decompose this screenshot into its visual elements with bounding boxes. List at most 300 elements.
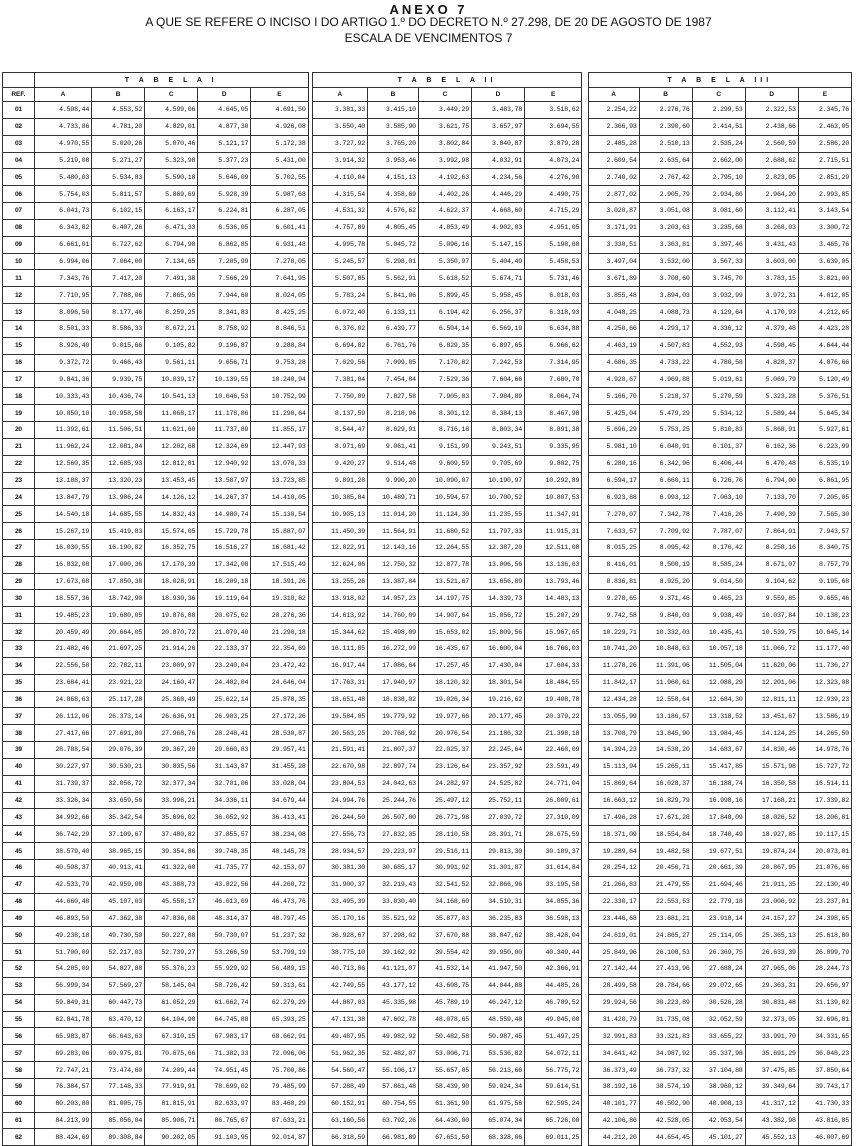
salary-value-cell: 16.188,74 [692,775,745,792]
salary-value-cell: 7.864,91 [745,523,798,540]
annex-subtitle: A QUE SE REFERE O INCISO I DO ARTIGO 1.º DO DECRETO N.º 27.298, DE 20 DE AGOSTO DE 1987 [145,15,712,29]
salary-value-cell: 48.314,37 [198,910,251,927]
salary-value-cell: 18.206,81 [798,809,851,826]
salary-value-cell: 10.958,58 [92,405,145,422]
salary-value-cell: 6.406,44 [692,455,745,472]
table-row [3,152,852,169]
salary-value-cell: 46.247,12 [471,994,524,1011]
salary-value-cell: 24.619,01 [588,927,639,944]
salary-value-cell: 6.862,85 [198,236,251,253]
salary-value-cell: 15.056,72 [471,607,524,624]
salary-value-cell: 55.376,23 [145,961,198,978]
salary-value-cell: 32.866,96 [471,876,524,893]
salary-value-cell: 8.176,42 [692,539,745,556]
salary-value-cell: 2.715,51 [798,152,851,169]
salary-value-cell: 32.991,83 [588,1028,639,1045]
salary-value-cell: 3.567,33 [692,253,745,270]
salary-value-cell: 9.753,28 [251,354,308,371]
salary-value-cell: 26.373,14 [92,708,145,725]
salary-value-cell: 17.848,09 [692,809,745,826]
salary-value-cell: 4.553,52 [92,102,145,119]
salary-value-cell: 19.677,51 [692,843,745,860]
salary-value-cell: 4.463,19 [588,337,639,354]
salary-value-cell: 40.101,77 [588,1095,639,1112]
salary-value-cell: 7.278,05 [251,253,308,270]
salary-value-cell: 19.485,23 [34,607,91,624]
salary-value-cell: 27.691,80 [92,725,145,742]
salary-value-cell: 4.876,66 [798,354,851,371]
salary-value-cell: 44.044,88 [471,977,524,994]
salary-value-cell: 23.357,92 [471,758,524,775]
salary-value-cell: 32.377,34 [145,775,198,792]
grade-header-iii-a: A [588,88,639,102]
salary-value-cell: 6.040,91 [639,438,692,455]
salary-value-cell: 18.391,26 [251,573,308,590]
salary-value-cell: 6.994,06 [34,253,91,270]
salary-value-cell: 5.783,24 [312,287,367,304]
table-row [3,203,852,220]
salary-value-cell: 5.120,49 [798,371,851,388]
salary-value-cell: 12.022,91 [312,539,367,556]
salary-value-cell: 5.070,46 [145,135,198,152]
salary-value-cell: 3.449,29 [418,102,471,119]
table-row [3,1011,852,1028]
salary-value-cell: 16.435,67 [418,641,471,658]
salary-value-cell: 53.536,82 [471,1045,524,1062]
salary-value-cell: 8.891,38 [525,422,582,439]
salary-value-cell: 8.416,01 [588,556,639,573]
salary-value-cell: 4.644,44 [798,337,851,354]
salary-value-cell: 42.953,54 [692,1112,745,1129]
salary-value-cell: 13.387,84 [367,573,418,590]
salary-value-cell: 12.387,20 [471,539,524,556]
salary-value-cell: 2.688,62 [745,152,798,169]
salary-value-cell: 10.646,53 [198,388,251,405]
salary-value-cell: 9.465,23 [692,590,745,607]
salary-value-cell: 3.363,81 [639,236,692,253]
ref-cell: 21 [3,438,35,455]
table-row [3,708,852,725]
salary-value-cell: 61.361,90 [418,1095,471,1112]
salary-value-cell: 17.940,97 [367,674,418,691]
table-row [3,556,852,573]
salary-value-cell: 4.877,30 [198,118,251,135]
salary-value-cell: 33.659,56 [92,792,145,809]
salary-value-cell: 5.869,69 [145,186,198,203]
salary-value-cell: 45.107,03 [92,893,145,910]
salary-value-cell: 28.784,66 [639,977,692,994]
salary-value-cell: 15.113,94 [588,758,639,775]
salary-value-cell: 12.560,35 [34,455,91,472]
salary-value-cell: 48.078,65 [418,1011,471,1028]
salary-value-cell: 5.172,38 [251,135,308,152]
salary-value-cell: 3.894,03 [639,287,692,304]
salary-value-cell: 43.382,98 [745,1112,798,1129]
salary-value-cell: 44.485,26 [525,977,582,994]
table-row [3,624,852,641]
salary-value-cell: 3.051,08 [639,203,692,220]
salary-value-cell: 51.700,09 [34,944,91,961]
salary-value-cell: 24.868,63 [34,691,91,708]
salary-value-cell: 13.656,89 [471,573,524,590]
salary-value-cell: 25.368,49 [145,691,198,708]
salary-value-cell: 11.915,31 [525,523,582,540]
salary-value-cell: 16.681,42 [251,539,308,556]
salary-value-cell: 3.972,31 [745,287,798,304]
salary-value-cell: 13.723,85 [251,472,308,489]
table-row [3,1129,852,1146]
salary-value-cell: 9.705,69 [471,455,524,472]
salary-value-cell: 10.645,14 [798,624,851,641]
salary-value-cell: 6.794,90 [145,236,198,253]
salary-value-cell: 32.696,81 [798,1011,851,1028]
ref-cell: 20 [3,422,35,439]
salary-value-cell: 40.908,13 [692,1095,745,1112]
table-row [3,826,852,843]
salary-value-cell: 62.595,24 [525,1095,582,1112]
salary-value-cell: 3.203,63 [639,219,692,236]
salary-value-cell: 10.090,07 [418,472,471,489]
salary-value-cell: 3.381,33 [312,102,367,119]
salary-value-cell: 30.227,97 [34,758,91,775]
salary-value-cell: 33.996,21 [145,792,198,809]
salary-value-cell: 50.482,58 [418,1028,471,1045]
salary-value-cell: 7.134,65 [145,253,198,270]
salary-value-cell: 23.684,41 [34,674,91,691]
salary-value-cell: 6.133,11 [367,304,418,321]
salary-value-cell: 13.055,99 [588,708,639,725]
grade-header-ii-d: D [471,88,524,102]
salary-value-cell: 39.349,64 [745,1078,798,1095]
salary-value-cell: 29.924,56 [588,994,639,1011]
salary-value-cell: 5.020,26 [92,135,145,152]
salary-value-cell: 14.980,74 [198,506,251,523]
salary-value-cell: 4.250,66 [588,320,639,337]
salary-value-cell: 47.131,38 [312,1011,367,1028]
salary-value-cell: 8.803,34 [471,422,524,439]
ref-cell: 52 [3,961,35,978]
salary-value-cell: 9.561,11 [145,354,198,371]
salary-value-cell: 11.960,61 [639,674,692,691]
table-row [3,405,852,422]
salary-value-cell: 54.827,88 [92,961,145,978]
salary-value-cell: 17.673,68 [34,573,91,590]
salary-value-cell: 5.674,71 [471,270,524,287]
salary-value-cell: 13.136,63 [525,556,582,573]
salary-value-cell: 7.944,60 [198,287,251,304]
salary-value-cell: 2.485,28 [588,135,639,152]
salary-value-cell: 69.283,06 [34,1045,91,1062]
salary-value-cell: 5.198,60 [525,236,582,253]
salary-value-cell: 11.855,17 [251,422,308,439]
salary-value-cell: 4.598,45 [745,337,798,354]
salary-value-cell: 22.779,18 [692,893,745,910]
salary-value-cell: 3.143,54 [798,203,851,220]
salary-value-cell: 15.571,98 [745,758,798,775]
table-row [3,1112,852,1129]
salary-value-cell: 15.727,72 [798,758,851,775]
salary-value-cell: 18.557,36 [34,590,91,607]
salary-value-cell: 6.407,26 [92,219,145,236]
ref-cell: 25 [3,506,35,523]
salary-value-cell: 88.424,69 [34,1129,91,1146]
table-row [3,102,852,119]
salary-value-cell: 59.313,61 [251,977,308,994]
salary-value-cell: 19.680,05 [92,607,145,624]
salary-value-cell: 9.061,41 [367,438,418,455]
salary-value-cell: 8.846,51 [251,320,308,337]
salary-value-cell: 5.507,85 [312,270,367,287]
salary-value-cell: 50.227,88 [145,927,198,944]
salary-value-cell: 34.336,11 [198,792,251,809]
salary-value-cell: 4.379,48 [745,320,798,337]
salary-value-cell: 33.195,58 [525,876,582,893]
salary-value-cell: 4.151,13 [367,169,418,186]
salary-value-cell: 9.015,66 [92,337,145,354]
salary-value-cell: 4.902,03 [471,219,524,236]
salary-value-cell: 14.685,55 [92,506,145,523]
salary-value-cell: 35.521,92 [367,910,418,927]
salary-value-cell: 5.534,12 [692,405,745,422]
salary-value-cell: 81.005,75 [92,1095,145,1112]
salary-value-cell: 14.483,13 [525,590,582,607]
salary-value-cell: 6.342,96 [639,455,692,472]
table-row [3,253,852,270]
salary-value-cell: 8.671,07 [745,556,798,573]
salary-value-cell: 9.841,36 [34,371,91,388]
salary-value-cell: 2.767,42 [639,169,692,186]
salary-value-cell: 17.671,28 [639,809,692,826]
salary-value-cell: 13.793,46 [525,573,582,590]
salary-value-cell: 11.842,17 [588,674,639,691]
salary-value-cell: 11.564,91 [367,523,418,540]
table-row [3,1095,852,1112]
salary-value-cell: 19.289,64 [588,843,639,860]
salary-value-cell: 48.559,48 [471,1011,524,1028]
salary-value-cell: 38.428,04 [525,927,582,944]
salary-value-cell: 43.177,12 [367,977,418,994]
salary-value-cell: 4.781,20 [92,118,145,135]
salary-value-cell: 31.900,37 [312,876,367,893]
salary-value-cell: 37.109,67 [92,826,145,843]
salary-value-cell: 34.992,66 [34,809,91,826]
salary-value-cell: 21.482,46 [34,641,91,658]
ref-cell: 61 [3,1112,35,1129]
ref-cell: 41 [3,775,35,792]
salary-value-cell: 4.805,45 [367,219,418,236]
salary-value-cell: 30.991,92 [418,859,471,876]
salary-value-cell: 15.887,07 [251,523,308,540]
salary-value-cell: 2.635,64 [639,152,692,169]
salary-value-cell: 17.257,45 [418,657,471,674]
salary-value-cell: 8.341,83 [198,304,251,321]
salary-value-cell: 21.694,46 [692,876,745,893]
salary-value-cell: 19.408,78 [525,691,582,708]
salary-value-cell: 27.556,73 [312,826,367,843]
salary-value-cell: 17.430,04 [471,657,524,674]
salary-value-cell: 4.073,24 [525,152,582,169]
salary-value-cell: 22.330,17 [588,893,639,910]
ref-cell: 22 [3,455,35,472]
salary-value-cell: 2.345,76 [798,102,851,119]
salary-value-cell: 7.943,57 [798,523,851,540]
salary-value-cell: 65.983,87 [34,1028,91,1045]
salary-value-cell: 10.489,71 [367,489,418,506]
salary-value-cell: 6.376,02 [312,320,367,337]
salary-value-cell: 61.052,29 [145,994,198,1011]
salary-value-cell: 67.651,50 [418,1129,471,1146]
ref-cell: 19 [3,405,35,422]
salary-value-cell: 4.402,26 [418,186,471,203]
salary-value-cell: 38.775,10 [312,944,367,961]
salary-value-cell: 13.986,24 [92,489,145,506]
salary-value-cell: 15.419,83 [92,523,145,540]
salary-value-cell: 42.959,08 [92,876,145,893]
salary-value-cell: 3.953,46 [367,152,418,169]
salary-value-cell: 63.792,26 [367,1112,418,1129]
salary-value-cell: 13.188,37 [34,472,91,489]
salary-value-cell: 6.102,15 [92,203,145,220]
table-row [3,169,852,186]
ref-cell: 42 [3,792,35,809]
salary-value-cell: 10.292,89 [525,472,582,489]
salary-value-cell: 31.739,37 [34,775,91,792]
salary-value-cell: 26.112,06 [34,708,91,725]
salary-value-cell: 3.694,55 [525,118,582,135]
salary-value-cell: 19.482,58 [639,843,692,860]
salary-value-cell: 3.821,00 [798,270,851,287]
table-row [3,725,852,742]
table-row [3,1045,852,1062]
salary-value-cell: 51.237,32 [251,927,308,944]
table-row [3,758,852,775]
salary-value-cell: 20.768,92 [367,725,418,742]
table-row [3,371,852,388]
salary-value-cell: 23.921,22 [92,674,145,691]
ref-cell: 54 [3,994,35,1011]
salary-value-cell: 14.267,37 [198,489,251,506]
salary-value-cell: 38.965,15 [92,843,145,860]
salary-value-cell: 13.521,67 [418,573,471,590]
salary-value-cell: 54.072,11 [525,1045,582,1062]
salary-value-cell: 15.417,85 [692,758,745,775]
salary-value-cell: 19.977,66 [418,708,471,725]
salary-value-cell: 7.709,92 [639,523,692,540]
table-row [3,539,852,556]
salary-value-cell: 30.831,48 [745,994,798,1011]
ref-cell: 50 [3,927,35,944]
salary-value-cell: 11.066,72 [745,641,798,658]
salary-value-cell: 7.566,29 [198,270,251,287]
ref-cell: 48 [3,893,35,910]
salary-value-cell: 23.009,97 [145,657,198,674]
salary-value-cell: 5.928,39 [198,186,251,203]
salary-value-cell: 18.554,84 [639,826,692,843]
table-row [3,337,852,354]
table-row [3,304,852,321]
salary-value-cell: 5.810,83 [692,422,745,439]
salary-value-cell: 5.096,16 [418,236,471,253]
salary-value-cell: 48.797,45 [251,910,308,927]
salary-value-cell: 4.508,44 [34,102,91,119]
salary-value-cell: 35.696,02 [145,809,198,826]
table-row [3,944,852,961]
salary-value-cell: 9.939,75 [92,371,145,388]
salary-value-cell: 11.068,17 [145,405,198,422]
salary-value-cell: 10.435,41 [692,624,745,641]
salary-value-cell: 12.940,92 [198,455,251,472]
salary-value-cell: 10.436,74 [92,388,145,405]
salary-value-cell: 29.367,20 [145,742,198,759]
salary-value-cell: 26.636,91 [145,708,198,725]
salary-value-cell: 34.855,36 [525,893,582,910]
salary-value-cell: 7.381,04 [312,371,367,388]
salary-value-cell: 62.279,29 [251,994,308,1011]
salary-value-cell: 2.851,29 [798,169,851,186]
ref-cell: 10 [3,253,35,270]
salary-value-cell: 7.633,57 [588,523,639,540]
salary-value-cell: 4.048,25 [588,304,639,321]
salary-value-cell: 16.514,11 [798,775,851,792]
salary-value-cell: 32.219,43 [367,876,418,893]
salary-value-cell: 36.413,41 [251,809,308,826]
salary-value-cell: 27.968,76 [145,725,198,742]
salary-value-cell: 24.525,82 [471,775,524,792]
salary-value-cell: 10.850,10 [34,405,91,422]
salary-value-cell: 10.752,99 [251,388,308,405]
salary-value-cell: 55.929,92 [198,961,251,978]
ref-cell: 49 [3,910,35,927]
salary-value-cell: 72.096,06 [251,1045,308,1062]
salary-value-cell: 24.042,63 [367,775,418,792]
salary-value-cell: 39.950,00 [471,944,524,961]
salary-value-cell: 82.633,97 [198,1095,251,1112]
salary-value-cell: 12.081,84 [92,438,145,455]
salary-value-cell: 14.683,67 [692,742,745,759]
salary-value-cell: 31.420,79 [588,1011,639,1028]
salary-value-cell: 12.323,08 [798,674,851,691]
salary-value-cell: 3.727,92 [312,135,367,152]
table-row [3,422,852,439]
salary-value-cell: 44.212,20 [588,1129,639,1146]
salary-value-cell: 2.905,79 [639,186,692,203]
salary-value-cell: 42.106,86 [588,1112,639,1129]
salary-value-cell: 36.235,83 [471,910,524,927]
salary-value-cell: 5.479,29 [639,405,692,422]
salary-value-cell: 4.170,93 [745,304,798,321]
salary-value-cell: 2.366,93 [588,118,639,135]
salary-value-cell: 84.213,99 [34,1112,91,1129]
salary-value-cell: 8.501,33 [34,320,91,337]
salary-value-cell: 7.905,83 [418,388,471,405]
salary-value-cell: 4.552,93 [692,337,745,354]
ref-cell: 59 [3,1078,35,1095]
salary-value-cell: 4.926,08 [251,118,308,135]
salary-value-cell: 5.404,49 [471,253,524,270]
ref-cell: 39 [3,742,35,759]
salary-value-cell: 7.565,30 [798,506,851,523]
salary-value-cell: 5.927,61 [798,422,851,439]
salary-value-cell: 15.809,56 [471,624,524,641]
salary-value-cell: 34.331,65 [798,1028,851,1045]
ref-cell: 53 [3,977,35,994]
ref-cell: 40 [3,758,35,775]
salary-value-cell: 5.899,45 [418,287,471,304]
salary-value-cell: 9.742,58 [588,607,639,624]
salary-value-cell: 4.129,64 [692,304,745,321]
salary-value-cell: 39.162,92 [367,944,418,961]
salary-value-cell: 41.947,50 [471,961,524,978]
